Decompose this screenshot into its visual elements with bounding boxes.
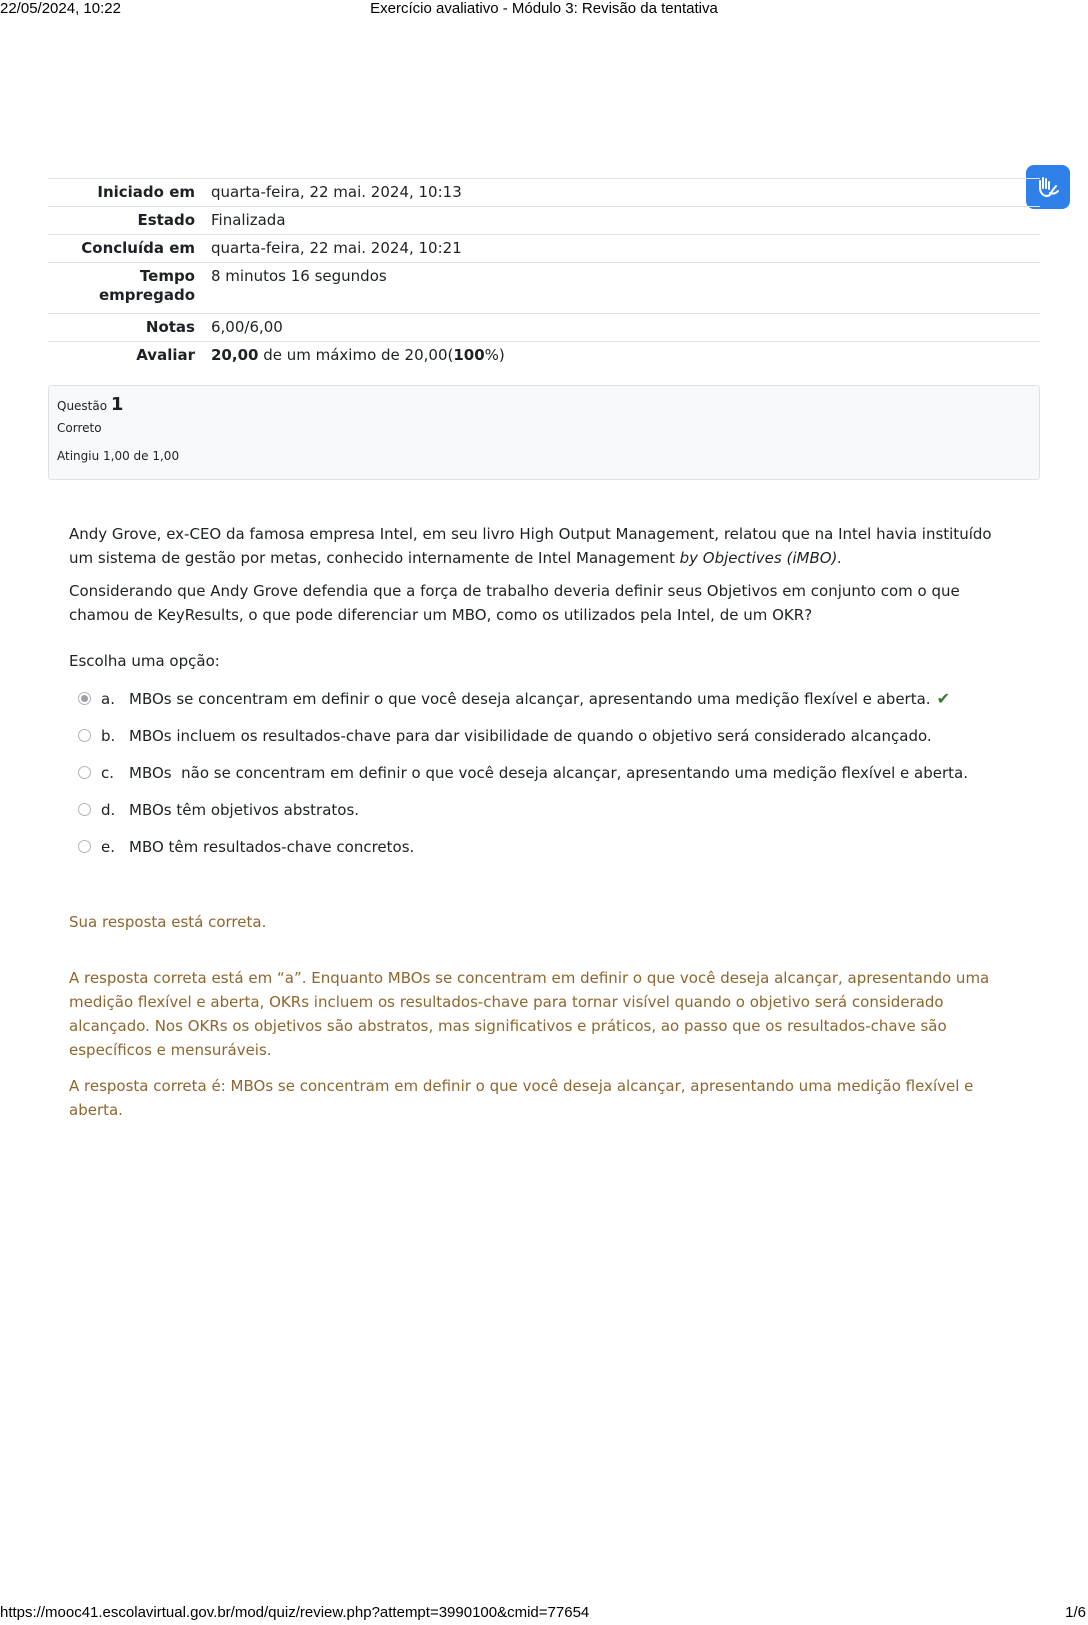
option-text: MBO têm resultados-chave concretos. [129,837,415,856]
feedback-result: Sua resposta está correta. [69,913,267,931]
radio[interactable] [78,840,91,853]
summary-label: Avaliar [136,346,195,364]
summary-value: Finalizada [211,211,286,229]
grade-percent-suffix: %) [484,346,505,364]
option-text: MBOs se concentram em definir o que você deseja alcançar, apresentando uma medição flexível e aberta. [129,689,931,708]
option-b[interactable] [78,717,1018,754]
page-url: https://mooc41.escolavirtual.gov.br/mod/quiz/review.php?attempt=3990100&cmid=77654 [0,1604,590,1621]
print-footer [0,1604,1088,1624]
summary-value: 8 minutos 16 segundos [211,267,387,285]
summary-row-state [48,207,1040,235]
question-info-box [48,385,1040,480]
question-label: Questão [57,399,108,413]
answer-prompt: Escolha uma opção: [69,652,220,670]
radio[interactable] [78,729,91,742]
option-letter: a. [101,689,115,708]
page-number: 1/6 [1065,1604,1086,1621]
question-paragraph-1-italic: by Objectives (iMBO). [679,549,843,567]
question-grade: Atingiu 1,00 de 1,00 [57,449,180,463]
option-text: MBOs não se concentram em definir o que você deseja alcançar, apresentando uma medição flexível e aberta. [129,763,968,782]
summary-row-marks [48,314,1040,342]
print-header [0,0,1088,20]
summary-label: Tempo empregado [98,267,195,304]
feedback-right-answer: A resposta correta é: MBOs se concentram em definir o que você deseja alcançar, apresentando uma medição flexível e aberta. [69,1077,974,1119]
summary-row-grade [48,342,1040,370]
summary-label: Notas [145,318,195,336]
question-number-value: 1 [110,394,124,415]
summary-row-time-taken [48,263,1040,314]
option-letter: e. [101,837,115,856]
radio[interactable] [78,803,91,816]
radio[interactable] [78,766,91,779]
option-letter: c. [101,763,115,782]
summary-label: Concluída em [81,239,195,257]
grade-percent: 100 [453,346,485,364]
option-text: MBOs incluem os resultados-chave para dar visibilidade de quando o objetivo será considerado alcançado. [129,726,932,745]
question-text [69,522,1014,636]
attempt-summary-table [48,178,1040,369]
option-a[interactable] [78,680,1018,717]
summary-label: Estado [137,211,195,229]
question-state: Correto [57,421,102,435]
summary-value: quarta-feira, 22 mai. 2024, 10:21 [211,239,462,257]
answer-options [78,680,1018,865]
option-c[interactable] [78,754,1018,791]
question-paragraph-1-text: Andy Grove, ex-CEO da famosa empresa Intel, em seu livro High Output Management, relatou que na Intel havia instituído um sistema de gestão por metas, conhecido internamente de Intel Management [69,525,992,567]
summary-value [203,342,1040,370]
option-letter: d. [101,800,116,819]
summary-value: 6,00/6,00 [211,318,283,336]
question-paragraph-2: Considerando que Andy Grove defendia que a força de trabalho deveria definir seus Objetivos em conjunto com o que chamou de KeyResults, o que pode diferenciar um MBO, como os utilizados pela Intel, de um OKR? [69,582,960,624]
option-d[interactable] [78,791,1018,828]
checkmark-icon: ✔ [936,689,950,708]
question-number [57,394,1031,415]
print-datetime: 22/05/2024, 10:22 [0,0,121,17]
print-page-title: Exercício avaliativo - Módulo 3: Revisão da tentativa [370,0,718,17]
option-e[interactable] [78,828,1018,865]
summary-row-completed [48,235,1040,263]
feedback-explanation: A resposta correta está em “a”. Enquanto MBOs se concentram em definir o que você deseja alcançar, apresentando uma medição flexível e aberta, OKRs incluem os resultados-chave para tornar visível quando o objetivo será considerado alcançado. Nos OKRs os objetivos são abstratos, mas significativos e práticos, ao passo que os resultados-chave são específicos e mensuráveis. [69,969,990,1059]
summary-label: Iniciado em [97,183,195,201]
grade-value: 20,00 [211,346,259,364]
option-letter: b. [101,726,116,745]
radio-selected[interactable] [78,692,91,705]
grade-max-text: de um máximo de 20,00( [258,346,454,364]
option-text: MBOs têm objetivos abstratos. [129,800,360,819]
question-paragraph-1 [69,522,1014,570]
summary-row-started [48,179,1040,207]
summary-value: quarta-feira, 22 mai. 2024, 10:13 [211,183,462,201]
